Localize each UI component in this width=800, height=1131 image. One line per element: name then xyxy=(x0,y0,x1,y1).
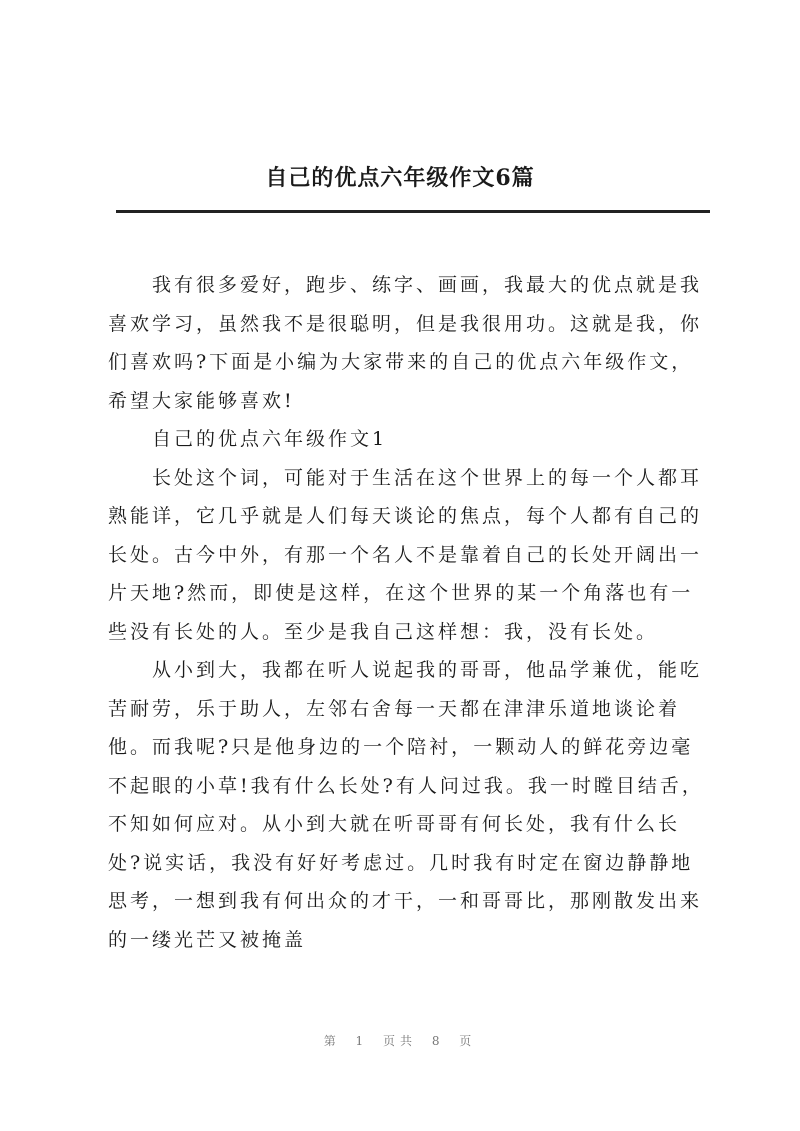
intro-paragraph: 我有很多爱好，跑步、练字、画画，我最大的优点就是我喜欢学习，虽然我不是很聪明，但是我很用功。这就是我，你们喜欢吗?下面是小编为大家带来的自己的优点六年级作文，希望大家能够喜欢! xyxy=(108,274,703,412)
body-paragraph: 从小到大，我都在听人说起我的哥哥，他品学兼优，能吃苦耐劳，乐于助人，左邻右舍每一天都在津津乐道地谈论着他。而我呢?只是他身边的一个陪衬，一颗动人的鲜花旁边毫不起眼的小草!我有什么长处?有人问过我。我一时瞠目结舌，不知如何应对。从小到大就在听哥哥有何长处，我有什么长处?说实话，我没有好好考虑过。几时我有时定在窗边静静地思考，一想到我有何出众的才干，一和哥哥比，那刚散发出来的一缕光芒又被掩盖 xyxy=(108,659,704,951)
section-heading: 自己的优点六年级作文1 xyxy=(152,428,388,450)
page-number: 第 1 页共 8 页 xyxy=(323,1034,477,1048)
page-title: 自己的优点六年级作文6篇 xyxy=(265,165,535,191)
document-body xyxy=(108,266,708,959)
title-divider xyxy=(116,210,710,213)
body-paragraph: 长处这个词，可能对于生活在这个世界上的每一个人都耳熟能详，它几乎就是人们每天谈论的焦点，每个人都有自己的长处。古今中外，有那一个名人不是靠着自己的长处开阔出一片天地?然而，即使是这样，在这个世界的某一个角落也有一些没有长处的人。至少是我自己这样想：我，没有长处。 xyxy=(108,466,703,643)
